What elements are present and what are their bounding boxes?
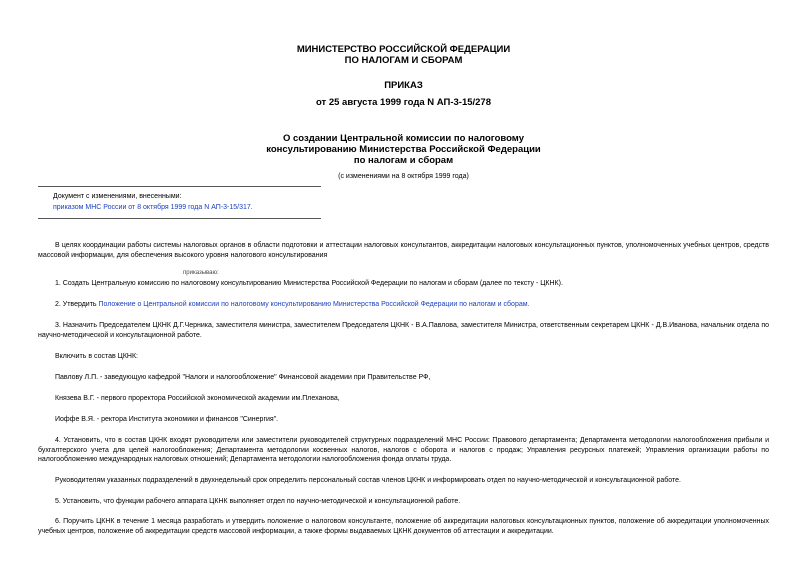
item-3-paragraph: 3. Назначить Председателем ЦКНК Д.Г.Черника, заместителя министра, заместителем Председателя ЦКНК - В.А.Павлова, заместителя Министра, ответственным секретарем ЦКНК - Д.В.Иванова, начальник отдела по научно-методической и консультационной работе. <box>38 322 769 339</box>
item-6-paragraph: 6. Поручить ЦКНК в течение 1 месяца разработать и утвердить положение о налоговом консультанте, положение об аккредитации налоговых консультационных пунктов, положение об аккредитации уполномоченных учебных центров, положение об аккредитации средств массовой информации, а также формы выдаваемых ЦКНК документов об аттестации и аккредитации. <box>38 518 769 535</box>
ministry-line-2: ПО НАЛОГАМ И СБОРАМ <box>344 55 463 66</box>
item-2-prefix: 2. Утвердить <box>55 301 99 308</box>
document-title-line-1: О создании Центральной комиссии по налоговому <box>283 133 524 144</box>
amendment-link[interactable]: приказом МНС России от 8 октября 1999 года N АП-3-15/317. <box>53 204 253 211</box>
member-3: Иоффе В.Я. - ректора Института экономики и финансов "Синергия". <box>55 416 279 423</box>
amendments-label: Документ с изменениями, внесенными: <box>53 193 182 200</box>
item-1-paragraph: 1. Создать Центральную комиссию по налоговому консультированию Министерства Российской Федерации по налогам и сборам (далее по тексту - ЦКНК). <box>55 280 563 287</box>
amendments-top-rule <box>38 186 321 187</box>
item-4b-paragraph: Руководителям указанных подразделений в двухнедельный срок определить персональный состав членов ЦКНК и информировать отдел по научно-методической и консультационной работе. <box>55 477 681 484</box>
document-title-line-2: консультированию Министерства Российской Федерации <box>266 144 541 155</box>
intro-paragraph: В целях координации работы системы налоговых органов в области подготовки и аттестации налоговых консультантов, аккредитации налоговых консультационных пунктов, уполномоченных учебных центров, средств массовой информации, для обеспечения высокого уровня налогового консультирования <box>38 242 769 259</box>
item-2-paragraph <box>38 300 769 310</box>
changes-note: (с изменениями на 8 октября 1999 года) <box>338 173 469 180</box>
stamp-text: приказываю: <box>183 270 219 276</box>
member-2: Князева В.Г. - первого проректора Российской экономической академии им.Плеханова, <box>55 395 340 402</box>
document-title-line-3: по налогам и сборам <box>353 155 454 166</box>
item-5-paragraph: 5. Установить, что функции рабочего аппарата ЦКНК выполняет отдел по научно-методической и консультационной работе. <box>55 498 461 505</box>
item-4-paragraph: 4. Установить, что в состав ЦКНК входят руководители или заместители руководителей структурных подразделений МНС России: Правового департамента; Департамента методологии налогообложения прибыли и бухгалтерского учета для целей налогообложения; Департамента методологии косвенных налогов, налогов с оборота и налогов с продаж; Управления ресурсных платежей; Управления организации работы по налогообложению международных налоговых отношений; Департамента методологии налогообложения фонда оплаты труда. <box>38 437 769 463</box>
document-type: ПРИКАЗ <box>384 80 423 91</box>
regulation-link[interactable]: Положение о Центральной комиссии по налоговому консультированию Министерства Российской Федерации по налогам и сборам. <box>98 301 530 308</box>
include-heading: Включить в состав ЦКНК: <box>55 353 138 360</box>
member-1: Павлову Л.П. - заведующую кафедрой "Налоги и налогообложение" Финансовой академии при Правительстве РФ, <box>55 374 431 381</box>
document-date-number: от 25 августа 1999 года N АП-3-15/278 <box>315 97 492 108</box>
ministry-line-1: МИНИСТЕРСТВО РОССИЙСКОЙ ФЕДЕРАЦИИ <box>296 44 511 55</box>
amendments-bottom-rule <box>38 218 321 219</box>
